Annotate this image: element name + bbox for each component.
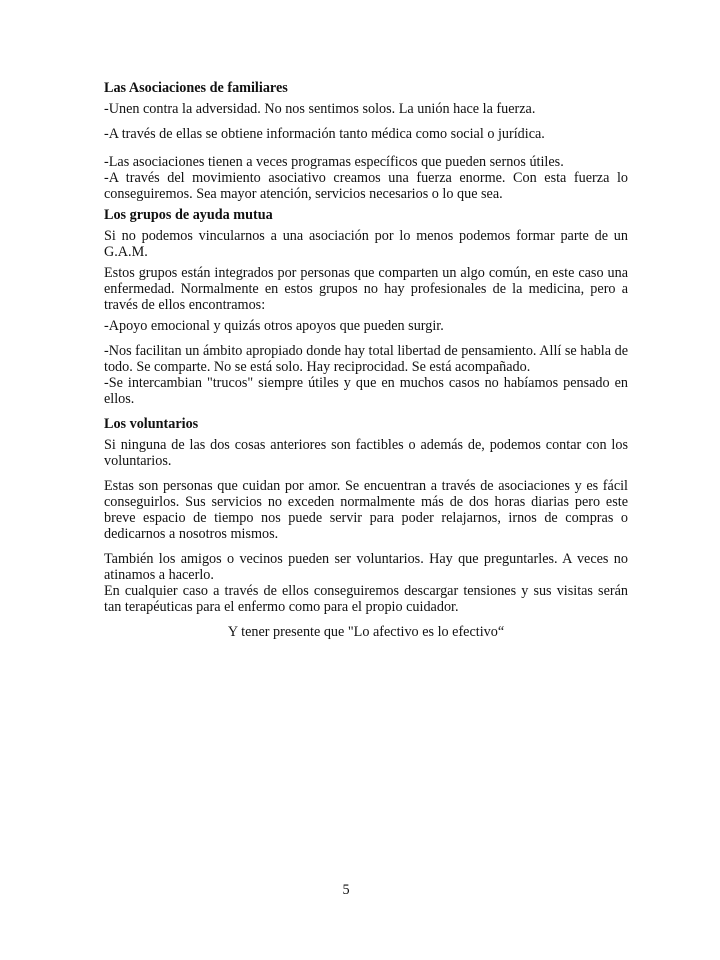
paragraph: -Se intercambian "trucos" siempre útiles y que en muchos casos no habíamos pensado en ellos.: [104, 375, 628, 407]
paragraph: -Nos facilitan un ámbito apropiado donde hay total libertad de pensamiento. Allí se habla de todo. Se comparte. No se está solo. Hay reciprocidad. Se está acompañado.: [104, 343, 628, 375]
paragraph: Si no podemos vincularnos a una asociación por lo menos podemos formar parte de un G.A.M.: [104, 228, 628, 260]
paragraph: Estos grupos están integrados por personas que comparten un algo común, en este caso una enfermedad. Normalmente en estos grupos no hay profesionales de la medicina, pero a través de ellos encontramos:: [104, 265, 628, 313]
paragraph: -Las asociaciones tienen a veces programas específicos que pueden sernos útiles.: [104, 154, 564, 170]
page-number: 5: [342, 882, 350, 898]
paragraph: -A través del movimiento asociativo creamos una fuerza enorme. Con esta fuerza lo conseguiremos. Sea mayor atención, servicios necesarios o lo que sea.: [104, 170, 628, 202]
paragraph: Si ninguna de las dos cosas anteriores son factibles o además de, podemos contar con los voluntarios.: [104, 437, 628, 469]
paragraph: También los amigos o vecinos pueden ser voluntarios. Hay que preguntarles. A veces no atinamos a hacerlo.: [104, 551, 628, 583]
paragraph: En cualquier caso a través de ellos conseguiremos descargar tensiones y sus visitas serán tan terapéuticas para el enfermo como para el propio cuidador.: [104, 583, 628, 615]
paragraph: -A través de ellas se obtiene información tanto médica como social o jurídica.: [104, 126, 545, 142]
closing-quote: Y tener presente que "Lo afectivo es lo efectivo“: [227, 624, 505, 640]
document-page: [104, 80, 628, 640]
paragraph: -Apoyo emocional y quizás otros apoyos que pueden surgir.: [104, 318, 444, 334]
section-heading-asociaciones: Las Asociaciones de familiares: [104, 80, 288, 96]
section-heading-gam: Los grupos de ayuda mutua: [104, 207, 273, 223]
paragraph: -Unen contra la adversidad. No nos sentimos solos. La unión hace la fuerza.: [104, 101, 536, 117]
paragraph: Estas son personas que cuidan por amor. Se encuentran a través de asociaciones y es fácil conseguirlos. Sus servicios no exceden normalmente más de dos horas diarias pero este breve espacio de tiempo nos puede servir para poder relajarnos, irnos de compras o dedicarnos a nosotros mismos.: [104, 478, 628, 542]
section-heading-voluntarios: Los voluntarios: [104, 416, 199, 432]
